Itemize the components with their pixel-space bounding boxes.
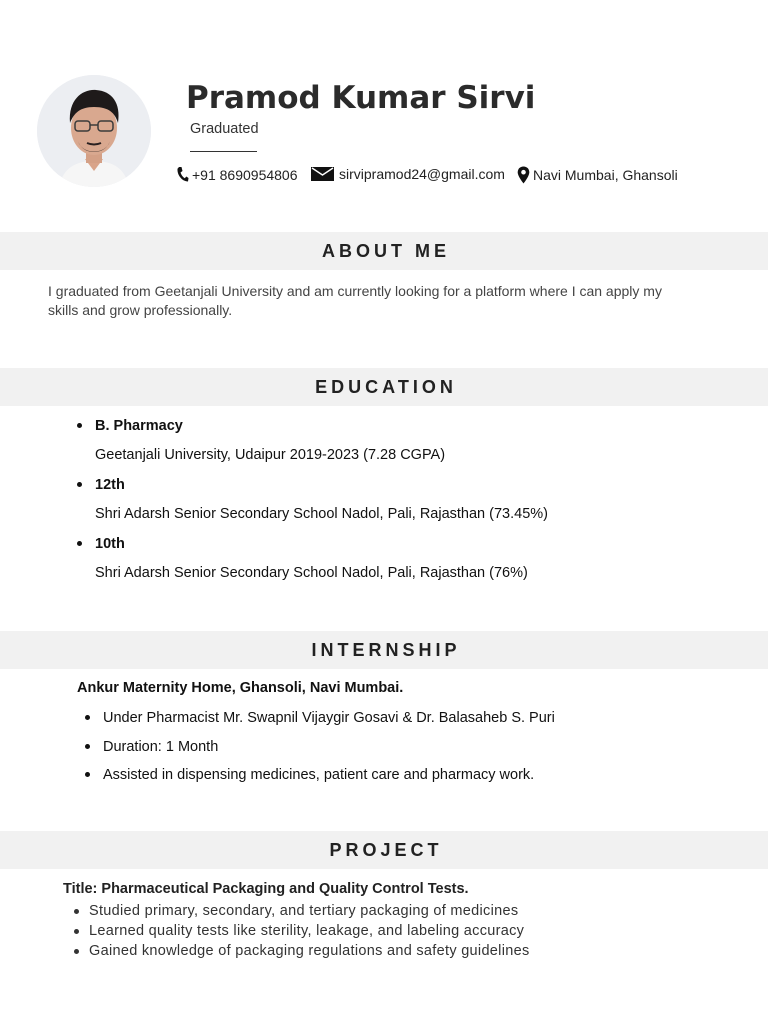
project-section-header [0, 831, 768, 869]
bullet [77, 541, 82, 546]
internship-point: Duration: 1 Month [103, 738, 219, 755]
map-pin-icon [517, 166, 530, 184]
list-item [85, 737, 555, 766]
phone-number: +91 8690954806 [192, 166, 298, 183]
education-section-header [0, 368, 768, 406]
education-item [77, 475, 548, 524]
education-list [77, 416, 548, 593]
bullet [77, 423, 82, 428]
profile-photo-image [37, 75, 151, 187]
project-heading: PROJECT [329, 839, 443, 860]
education-degree: 10th [95, 536, 125, 552]
envelope-icon [311, 167, 334, 181]
project-title: Title: Pharmaceutical Packaging and Quality Control Tests. [63, 881, 469, 897]
profile-photo [37, 75, 151, 187]
list-item [74, 921, 530, 941]
location-contact [517, 166, 678, 184]
internship-place: Ankur Maternity Home, Ghansoli, Navi Mumbai. [77, 680, 404, 696]
project-point: Gained knowledge of packaging regulations and safety guidelines [89, 943, 530, 959]
bullet [77, 482, 82, 487]
list-item [85, 708, 555, 737]
phone-icon [176, 166, 189, 183]
bullet [74, 929, 79, 934]
about-section-header [0, 232, 768, 270]
project-point: Studied primary, secondary, and tertiary packaging of medicines [89, 903, 519, 919]
about-text: I graduated from Geetanjali University and am currently looking for a platform where I can apply my skills and grow professionally. [48, 283, 662, 318]
internship-point: Under Pharmacist Mr. Swapnil Vijaygir Gosavi & Dr. Balasaheb S. Puri [103, 710, 555, 726]
bullet [74, 909, 79, 914]
list-item [74, 941, 530, 961]
bullet [74, 949, 79, 954]
email-contact[interactable] [311, 166, 505, 182]
list-item [74, 901, 530, 921]
internship-point: Assisted in dispensing medicines, patient care and pharmacy work. [103, 767, 535, 783]
education-item [77, 534, 548, 583]
education-degree: 12th [95, 477, 125, 493]
project-points [74, 901, 530, 961]
email-address: sirvipramod24@gmail.com [339, 166, 505, 182]
internship-points [85, 708, 555, 794]
bullet [85, 715, 90, 720]
candidate-name: Pramod Kumar Sirvi [186, 80, 536, 116]
education-detail: Geetanjali University, Udaipur 2019-2023 (7.28 CGPA) [95, 447, 446, 463]
project-point: Learned quality tests like sterility, leakage, and labeling accuracy [89, 923, 525, 939]
name-divider [190, 151, 257, 152]
education-detail: Shri Adarsh Senior Secondary School Nadol, Pali, Rajasthan (73.45%) [95, 506, 548, 522]
education-heading: EDUCATION [315, 376, 457, 397]
education-item [77, 416, 548, 465]
list-item [85, 765, 555, 794]
bullet [85, 772, 90, 777]
about-heading: ABOUT ME [322, 240, 450, 261]
phone-contact[interactable] [176, 166, 298, 183]
internship-heading: INTERNSHIP [311, 639, 461, 660]
internship-section-header [0, 631, 768, 669]
education-degree: B. Pharmacy [95, 418, 183, 434]
bullet [85, 744, 90, 749]
location-text: Navi Mumbai, Ghansoli [533, 167, 678, 183]
education-detail: Shri Adarsh Senior Secondary School Nadol, Pali, Rajasthan (76%) [95, 565, 528, 581]
candidate-status: Graduated [190, 121, 259, 137]
